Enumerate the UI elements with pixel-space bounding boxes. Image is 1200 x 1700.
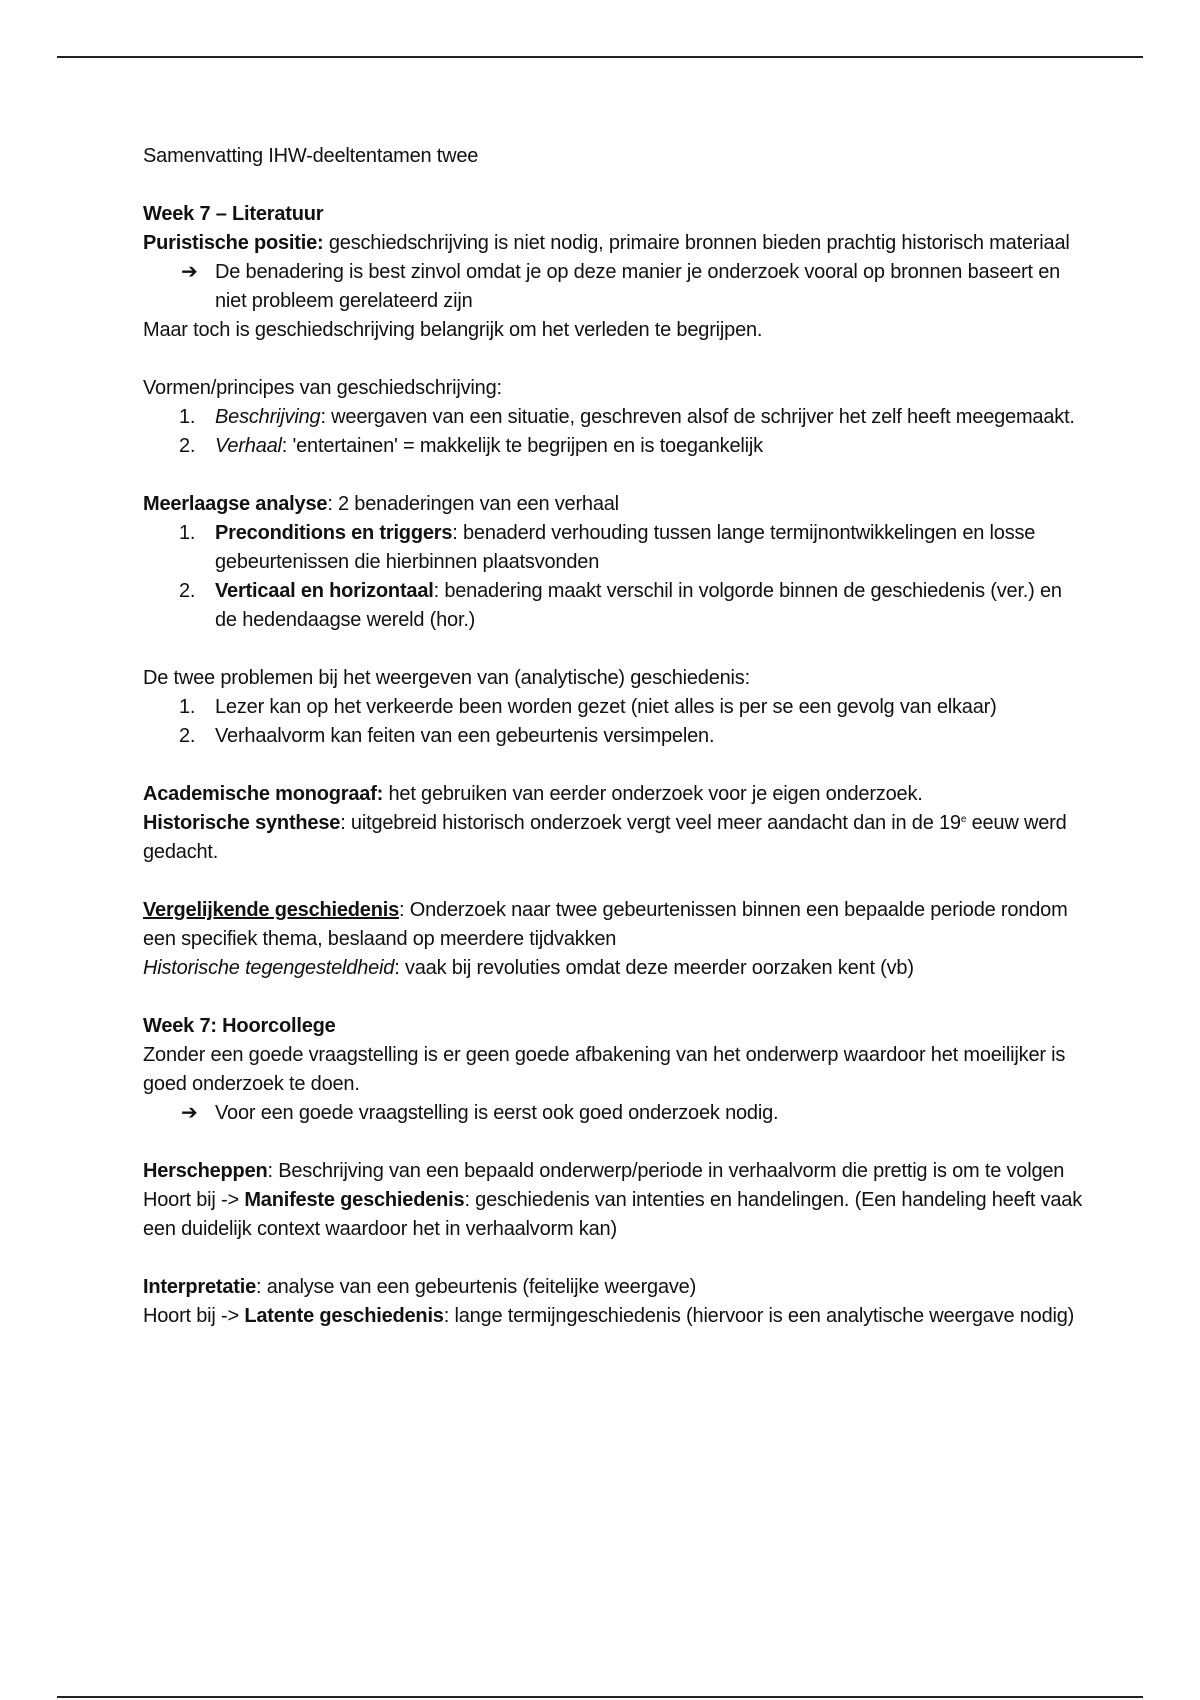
term-interpretatie: Interpretatie — [143, 1276, 256, 1298]
term-historische-synthese: Historische synthese — [143, 812, 341, 834]
term-preconditions: Preconditions en triggers — [215, 522, 453, 544]
term-verticaal-horizontaal: Verticaal en horizontaal — [215, 580, 434, 602]
term-herscheppen: Herscheppen — [143, 1160, 268, 1182]
footer-rule — [57, 1696, 1143, 1698]
paragraph-manifeste-geschiedenis: Hoort bij -> Manifeste geschiedenis: geschiedenis van intenties en handelingen. (Een handeling heeft vaak een duidelijk context waardoor het in verhaalvorm kan) — [143, 1189, 1083, 1240]
paragraph-vormen-intro: Vormen/principes van geschiedschrijving: — [143, 377, 502, 399]
list-item: 2. Verhaalvorm kan feiten van een gebeurtenis versimpelen. — [179, 725, 715, 747]
term-historische-tegengesteldheid: Historische tegengesteldheid — [143, 957, 395, 979]
term-beschrijving: Beschrijving — [215, 406, 321, 428]
arrow-item: ➔ De benadering is best zinvol omdat je op deze manier je onderzoek vooral op bronnen baseert en niet probleem gerelateerd zijn — [143, 258, 1083, 316]
list-item: 2. Verhaal: 'entertainen' = makkelijk te begrijpen en is toegankelijk — [179, 435, 763, 457]
term-manifeste-geschiedenis: Manifeste geschiedenis — [244, 1189, 465, 1211]
term-puristische-positie: Puristische positie: — [143, 232, 324, 254]
list-item: 1. Lezer kan op het verkeerde been worden gezet (niet alles is per se een gevolg van elkaar) — [179, 696, 997, 718]
list-item: 1. Beschrijving: weergaven van een situatie, geschreven alsof de schrijver het zelf heeft meegemaakt. — [179, 406, 1075, 428]
document-body — [143, 142, 1083, 1331]
paragraph-interpretatie: Interpretatie: analyse van een gebeurtenis (feitelijke weergave) — [143, 1276, 697, 1298]
paragraph-latente-geschiedenis: Hoort bij -> Latente geschiedenis: lange termijngeschiedenis (hiervoor is een analytische weergave nodig) — [143, 1305, 1075, 1327]
arrow-right-icon: ➔ — [181, 1102, 198, 1124]
header-rule — [57, 56, 1143, 58]
paragraph-historische-synthese: Historische synthese: uitgebreid historisch onderzoek vergt veel meer aandacht dan in de 19e eeuw werd gedacht. — [143, 812, 1067, 863]
arrow-item: ➔ Voor een goede vraagstelling is eerst ook goed onderzoek nodig. — [143, 1099, 1083, 1128]
document-title: Samenvatting IHW-deeltentamen twee — [143, 145, 479, 167]
paragraph-herscheppen: Herscheppen: Beschrijving van een bepaald onderwerp/periode in verhaalvorm die prettig is om te volgen — [143, 1160, 1065, 1182]
paragraph-vraagstelling: Zonder een goede vraagstelling is er geen goede afbakening van het onderwerp waardoor het moeilijker is goed onderzoek te doen. — [143, 1044, 1066, 1095]
paragraph-historische-tegengesteldheid: Historische tegengesteldheid: vaak bij revoluties omdat deze meerder oorzaken kent (vb) — [143, 957, 914, 979]
list-item: 1. Preconditions en triggers: benaderd verhouding tussen lange termijnontwikkelingen en losse gebeurtenissen die hierbinnen plaatsvonden — [179, 522, 1036, 573]
paragraph-twee-problemen: De twee problemen bij het weergeven van (analytische) geschiedenis: — [143, 667, 750, 689]
paragraph-vergelijkende-geschiedenis: Vergelijkende geschiedenis: Onderzoek naar twee gebeurtenissen binnen een bepaalde periode rondom een specifiek thema, beslaand op meerdere tijdvakken — [143, 899, 1068, 950]
paragraph-academische-monograaf: Academische monograaf: het gebruiken van eerder onderzoek voor je eigen onderzoek. — [143, 783, 923, 805]
term-latente-geschiedenis: Latente geschiedenis — [244, 1305, 444, 1327]
list-item: 2. Verticaal en horizontaal: benadering maakt verschil in volgorde binnen de geschiedenis (ver.) en de hedendaagse wereld (hor.) — [179, 580, 1062, 631]
arrow-right-icon: ➔ — [181, 261, 198, 283]
term-verhaal: Verhaal — [215, 435, 282, 457]
term-meerlaagse-analyse: Meerlaagse analyse — [143, 493, 328, 515]
term-academische-monograaf: Academische monograaf: — [143, 783, 384, 805]
heading-week7-hoorcollege: Week 7: Hoorcollege — [143, 1015, 336, 1037]
paragraph-maar-toch: Maar toch is geschiedschrijving belangrijk om het verleden te begrijpen. — [143, 319, 763, 341]
term-vergelijkende-geschiedenis: Vergelijkende geschiedenis — [143, 899, 400, 921]
heading-week7-literatuur: Week 7 – Literatuur — [143, 203, 324, 225]
paragraph-meerlaagse-analyse: Meerlaagse analyse: 2 benaderingen van een verhaal — [143, 493, 619, 515]
paragraph-puristische-positie: Puristische positie: geschiedschrijving is niet nodig, primaire bronnen bieden prachtig historisch materiaal — [143, 232, 1070, 254]
